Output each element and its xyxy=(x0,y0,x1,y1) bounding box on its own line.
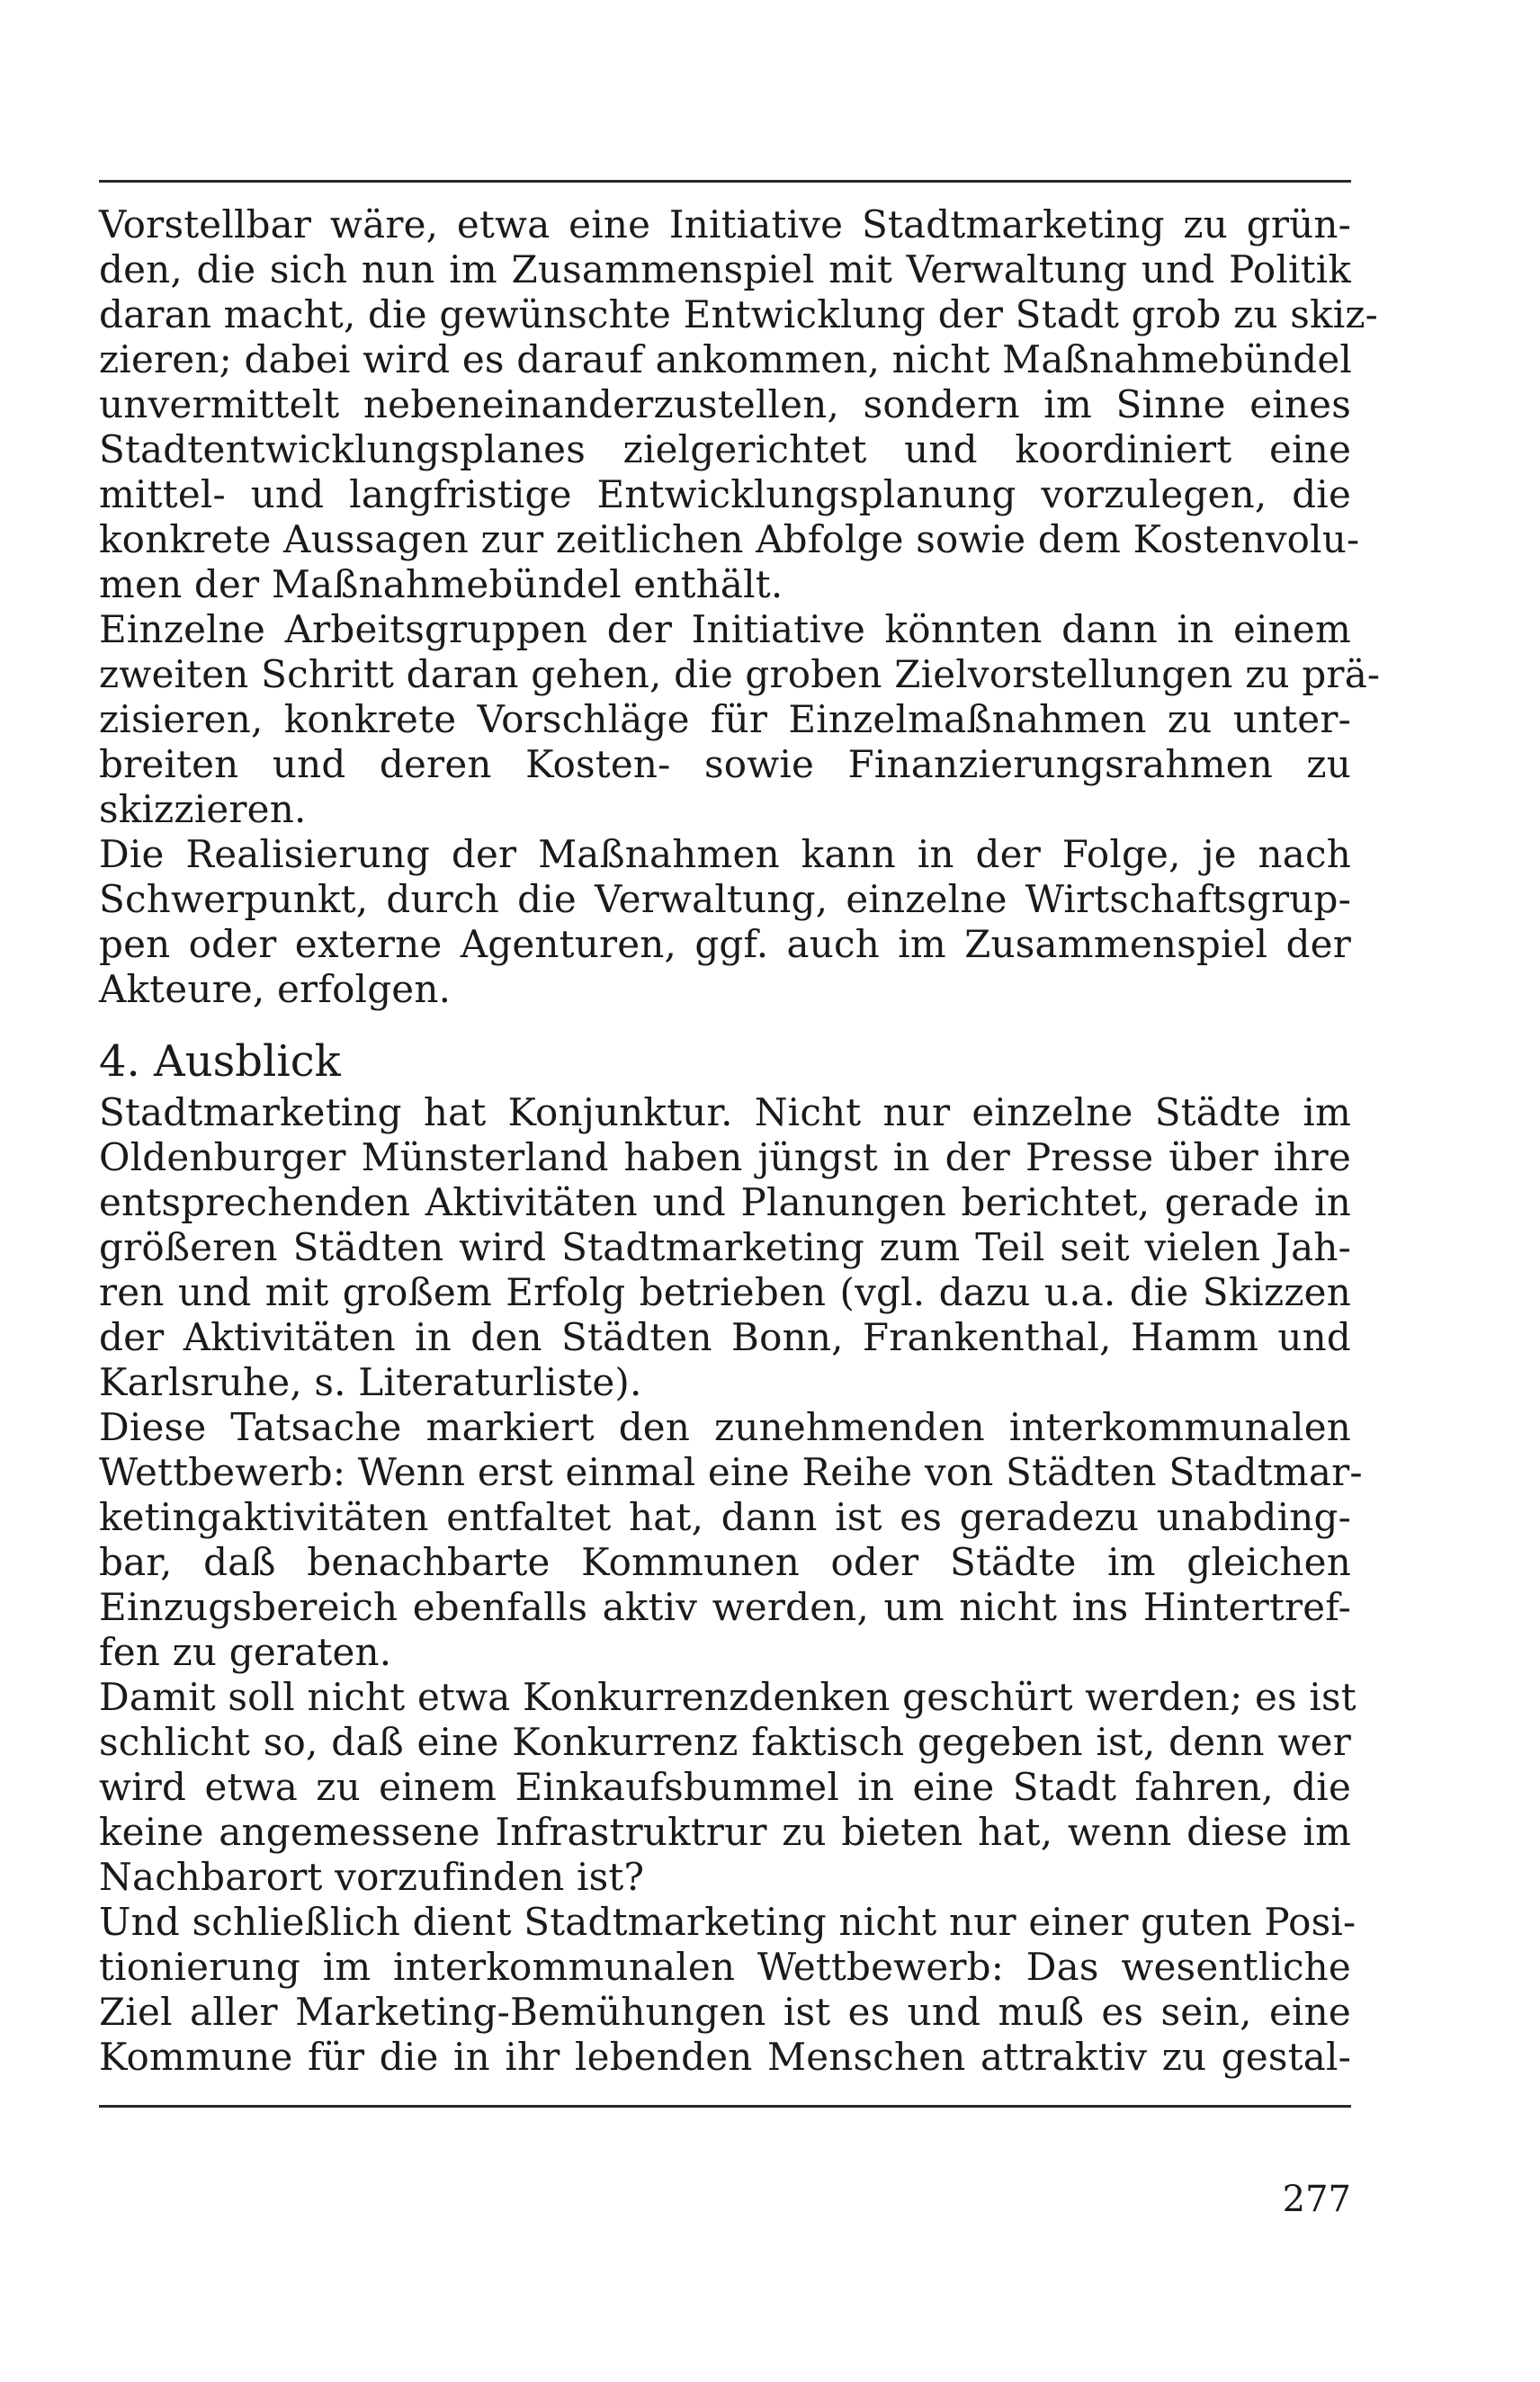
text-line: keine angemessene Infrastruktrur zu bieten hat, wenn diese im xyxy=(99,1810,1351,1854)
text-line: ren und mit großem Erfolg betrieben (vgl. dazu u.a. die Skizzen xyxy=(99,1270,1351,1314)
text-line: Diese Tatsache markiert den zunehmenden interkommunalen xyxy=(99,1405,1351,1449)
text-line: entsprechenden Aktivitäten und Planungen berichtet, gerade in xyxy=(99,1180,1351,1224)
text-line: skizzieren. xyxy=(99,787,307,831)
text-line: Stadtentwicklungsplanes zielgerichtet und koordiniert eine xyxy=(99,427,1351,471)
text-line: Kommune für die in ihr lebenden Menschen attraktiv zu gestal- xyxy=(99,2035,1351,2079)
text-line: pen oder externe Agenturen, ggf. auch im Zusammenspiel der xyxy=(99,922,1351,966)
text-line: zisieren, konkrete Vorschläge für Einzelmaßnahmen zu unter- xyxy=(99,697,1351,741)
text-line: wird etwa zu einem Einkaufsbummel in eine Stadt fahren, die xyxy=(99,1765,1351,1809)
text-line: breiten und deren Kosten- sowie Finanzierungsrahmen zu xyxy=(99,742,1351,786)
text-line: Vorstellbar wäre, etwa eine Initiative Stadtmarketing zu grün- xyxy=(99,202,1351,246)
text-line: fen zu geraten. xyxy=(99,1630,392,1674)
text-line: tionierung im interkommunalen Wettbewerb: Das wesentliche xyxy=(99,1945,1351,1989)
text-line: daran macht, die gewünschte Entwicklung der Stadt grob zu skiz- xyxy=(99,292,1379,336)
text-line: zieren; dabei wird es darauf ankommen, nicht Maßnahmebündel xyxy=(99,337,1353,381)
text-line: der Aktivitäten in den Städten Bonn, Frankenthal, Hamm und xyxy=(99,1315,1351,1359)
text-line: Einzugsbereich ebenfalls aktiv werden, um nicht ins Hintertref- xyxy=(99,1585,1351,1629)
text-line: Akteure, erfolgen. xyxy=(99,967,452,1011)
text-line: bar, daß benachbarte Kommunen oder Städte im gleichen xyxy=(99,1540,1351,1584)
text-line: größeren Städten wird Stadtmarketing zum Teil seit vielen Jah- xyxy=(99,1225,1351,1269)
section-heading: 4. Ausblick xyxy=(99,1036,341,1087)
text-line: ketingaktivitäten entfaltet hat, dann ist es geradezu unabding- xyxy=(99,1495,1351,1539)
text-line: zweiten Schritt daran gehen, die groben Zielvorstellungen zu prä- xyxy=(99,652,1381,696)
text-line: unvermittelt nebeneinanderzustellen, sondern im Sinne eines xyxy=(99,382,1351,426)
text-line: Schwerpunkt, durch die Verwaltung, einzelne Wirtschaftsgrup- xyxy=(99,877,1351,921)
text-line: Ziel aller Marketing-Bemühungen ist es und muß es sein, eine xyxy=(99,1990,1351,2034)
text-line: Die Realisierung der Maßnahmen kann in der Folge, je nach xyxy=(99,832,1351,876)
text-line: Stadtmarketing hat Konjunktur. Nicht nur einzelne Städte im xyxy=(99,1090,1351,1134)
text-line: Wettbewerb: Wenn erst einmal eine Reihe von Städten Stadtmar- xyxy=(99,1450,1363,1494)
text-line: Einzelne Arbeitsgruppen der Initiative könnten dann in einem xyxy=(99,607,1351,651)
text-line: mittel- und langfristige Entwicklungsplanung vorzulegen, die xyxy=(99,472,1351,516)
text-line: schlicht so, daß eine Konkurrenz faktisch gegeben ist, denn wer xyxy=(99,1720,1351,1764)
text-line: Damit soll nicht etwa Konkurrenzdenken geschürt werden; es ist xyxy=(99,1675,1356,1719)
text-line: den, die sich nun im Zusammenspiel mit Verwaltung und Politik xyxy=(99,247,1351,291)
text-line: men der Maßnahmebündel enthält. xyxy=(99,562,783,606)
body-text-section-4 xyxy=(99,1090,1363,2080)
top-rule xyxy=(99,180,1351,183)
bottom-rule xyxy=(99,2105,1351,2108)
text-line: Nachbarort vorzufinden ist? xyxy=(99,1855,645,1899)
text-line: Und schließlich dient Stadtmarketing nicht nur einer guten Posi- xyxy=(99,1900,1356,1944)
page-number: 277 xyxy=(1282,2179,1351,2220)
text-line: konkrete Aussagen zur zeitlichen Abfolge sowie dem Kostenvolu- xyxy=(99,517,1360,561)
text-line: Karlsruhe, s. Literaturliste). xyxy=(99,1360,642,1404)
text-line: Oldenburger Münsterland haben jüngst in der Presse über ihre xyxy=(99,1135,1351,1179)
body-text-section-3 xyxy=(99,202,1381,1012)
